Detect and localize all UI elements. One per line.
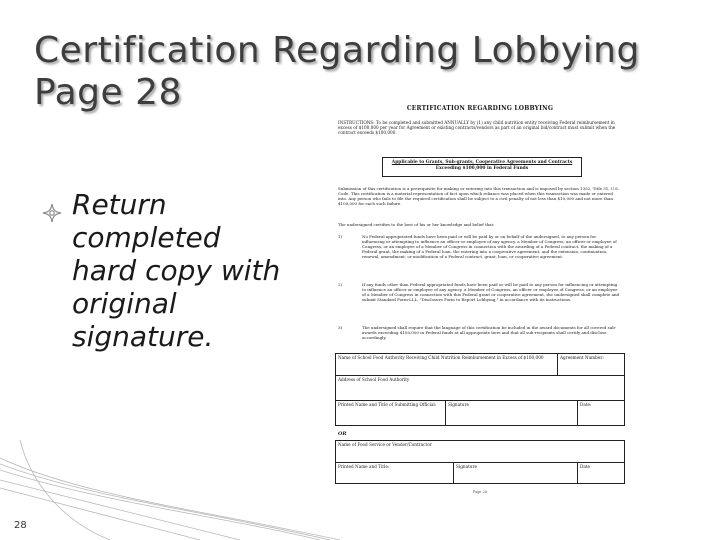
applicability-line2: Exceeding $100,000 in Federal Funds: [435, 166, 529, 171]
signature-field: Signature: [454, 463, 578, 484]
document-title: CERTIFICATION REGARDING LOBBYING: [406, 105, 554, 112]
bullet-line: signature.: [72, 320, 214, 353]
document-footer: Page 28: [472, 490, 488, 494]
document-paragraph: The undersigned certifies to the best of his or her knowledge and belief that:: [338, 222, 495, 227]
item-number: 2): [338, 282, 343, 287]
bullet-line: Return: [72, 188, 167, 221]
bullet-text: [72, 188, 322, 353]
item-text: No Federal appropriated funds have been paid or will be paid by or on behalf of the undersigned, to any person for influencing or attempting to influence an officer or employee of any agency, a Member of Congress, an officer or employee of Congress, or an employee of a Member of Congress in connection with the awarding of a Federal contract, the making of a Federal grant, the making of a Federal loan, the entering into a cooperative agreement, and the extension, continuation, renewal, amendment, or modification of a Federal contract, grant, loan, or cooperative agreement.: [362, 234, 617, 259]
slide-page-number: 28: [14, 520, 27, 531]
signature-field: Signature: [446, 401, 578, 426]
date-field: Date:: [580, 402, 592, 407]
certification-item: [338, 282, 623, 314]
applicability-line1: Applicable to Grants, Sub-grants, Cooperative Agreements and Contracts: [391, 160, 573, 165]
ornament-bullet-icon: [42, 203, 62, 223]
slide-title-line2: Page 28: [34, 72, 182, 113]
printed-name-title-field: Printed Name and Title:: [336, 463, 454, 484]
printed-name-title-field: Printed Name and Title of Submitting Official:: [336, 401, 446, 426]
item-text: The undersigned shall require that the language of this certification be included in the award documents for all covered sub-awards exceeding $100,000 in Federal funds at all appropriate tiers and that all sub-recipients shall certify and disclose accordingly.: [362, 325, 617, 340]
date-field: Date: [580, 464, 591, 469]
item-number: 1): [338, 234, 343, 239]
certification-document-image: [330, 100, 630, 498]
certification-item: [338, 234, 623, 270]
bullet-line: completed: [72, 221, 221, 254]
or-label: OR: [338, 431, 347, 437]
vendor-name-field: Name of Food Service or Vendor/Contractor: [336, 441, 625, 463]
agreement-number-field: Agreement Number:: [558, 354, 625, 376]
decorative-curves: [0, 440, 340, 540]
document-instructions: INSTRUCTIONS: To be completed and submitted ANNUALLY by (1) any child nutrition entity receiving Federal reimbursement in excess of $100,000 per year for Agreement or existing contracts/vendors as part of an original bid/contract must submit when the contract exceeds $100,000.: [338, 120, 616, 136]
applicability-box: [382, 157, 582, 177]
document-paragraph: Submission of this certification is a prerequisite for making or entering into this transaction and is imposed by section 1352, Title 31, U.S. Code. This certification is a material representation of fact upon which reliance was placed when this transaction was made or entered into. Any person who fails to file the required certification shall be subject to a civil penalty of not less than $10,000 and not more than $100,000 for each such failure.: [338, 186, 620, 206]
item-text: If any funds other than Federal appropriated funds have been paid or will be paid to any person for influencing or attempting to influence an officer or employee of any agency, a Member of Congress, an officer or employee of Congress, or an employee of a Member of Congress in connection with this Federal grant or cooperative agreement, the undersigned shall complete and submit Standard Form-LLL, "Disclosure Form to Report Lobbying," in accordance with its instructions.: [362, 282, 620, 302]
slide-title-line1: Certification Regarding Lobbying: [34, 30, 640, 71]
item-number: 3): [338, 325, 343, 330]
bullet-line: hard copy with: [72, 254, 281, 287]
sfa-name-field: Name of School Food Authority Receiving Child Nutrition Reimbursement in Excess of $100,000: [336, 354, 558, 376]
vendor-form-block: [335, 440, 625, 484]
sfa-form-block: [335, 353, 625, 426]
sfa-address-field: Address of School Food Authority: [336, 376, 625, 401]
bullet-line: original: [72, 287, 177, 320]
certification-item: [338, 325, 623, 345]
